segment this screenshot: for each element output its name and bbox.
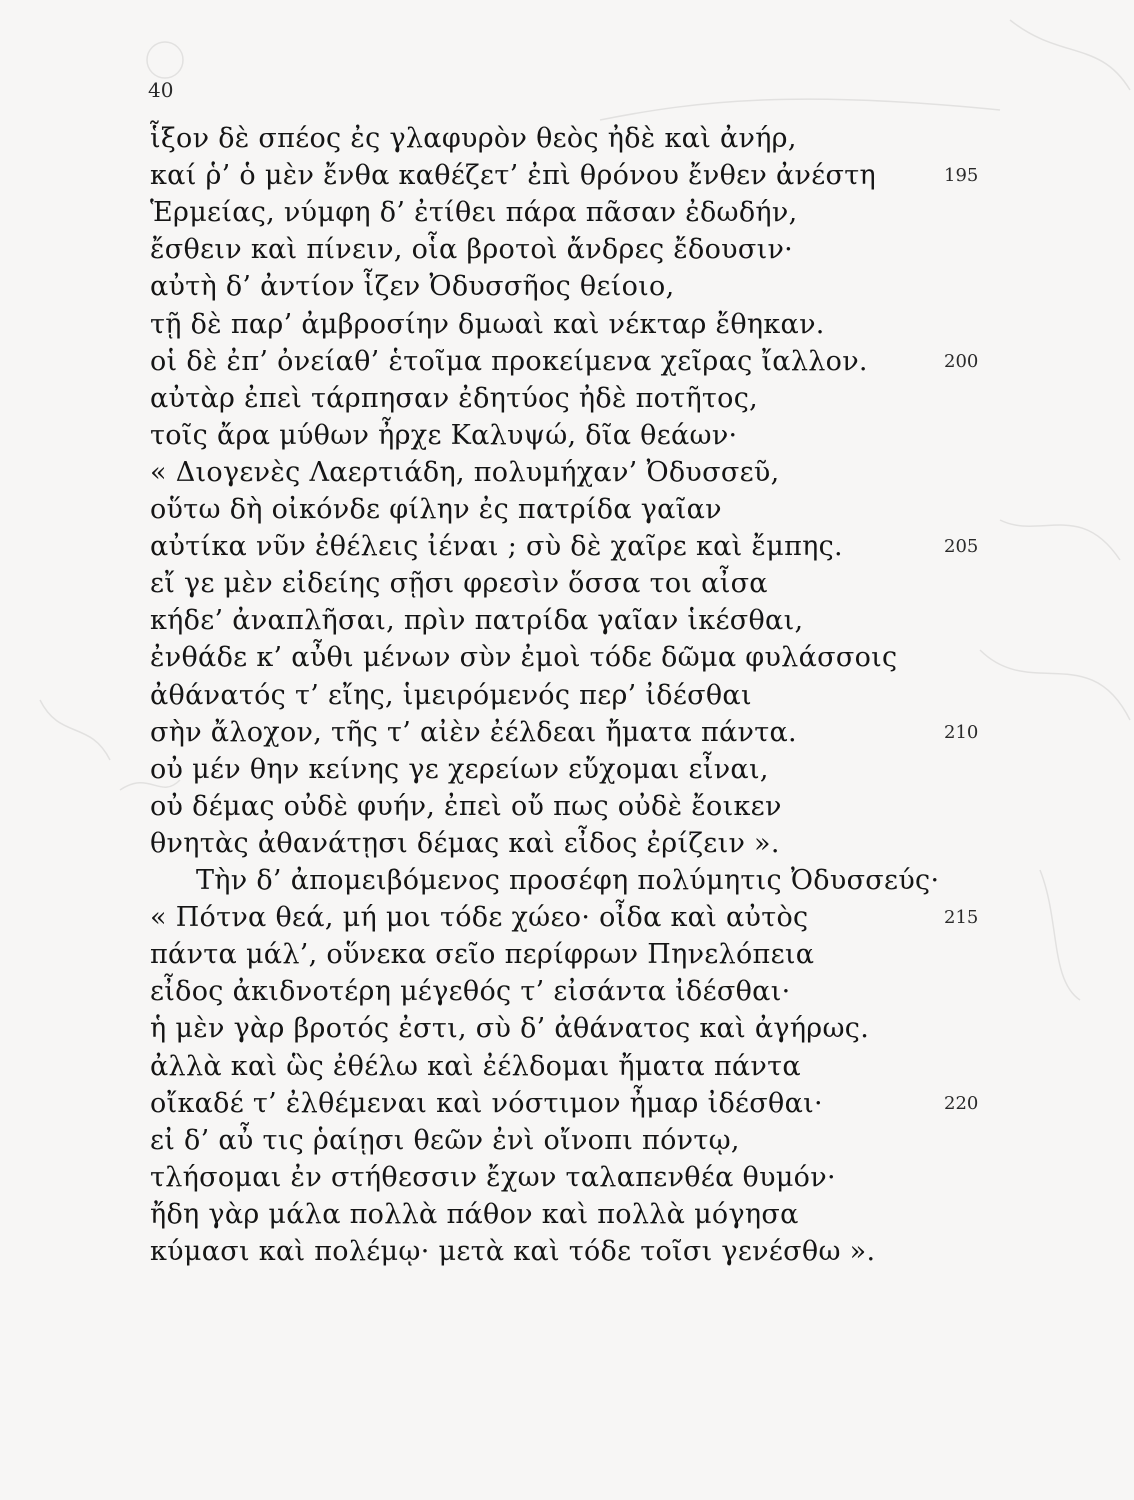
- line-number: 215: [944, 907, 979, 929]
- line-number: 210: [944, 721, 979, 743]
- verse-line: « Διογενὲς Λαερτιάδη, πολυμήχαν’ Ὀδυσσεῦ,: [150, 456, 780, 488]
- line-number: 205: [944, 536, 979, 558]
- verse-line: οἱ δὲ ἐπ’ ὀνείαθ’ ἑτοῖμα προκείμενα χεῖρας ἴαλλον.: [150, 345, 868, 377]
- page-number: 40: [148, 78, 174, 102]
- verse-line: αὐτὴ δ’ ἀντίον ἷζεν Ὀδυσσῆος θείοιο,: [150, 271, 675, 303]
- verse-line: καί ῥ’ ὁ μὲν ἔνθα καθέζετ’ ἐπὶ θρόνου ἔνθεν ἀνέστη: [150, 160, 877, 192]
- verse-line: θνητὰς ἀθανάτῃσι δέμας καὶ εἶδος ἐρίζειν ».: [150, 827, 780, 859]
- verse-line: ἐνθάδε κ’ αὖθι μένων σὺν ἐμοὶ τόδε δῶμα φυλάσσοις: [150, 642, 898, 674]
- line-number: 220: [944, 1092, 979, 1114]
- verse-line: οὐ δέμας οὐδὲ φυήν, ἐπεὶ οὔ πως οὐδὲ ἔοικεν: [150, 790, 782, 822]
- verse-line: εἴ γε μὲν εἰδείης σῇσι φρεσὶν ὅσσα τοι αἶσα: [150, 568, 768, 600]
- verse-line: τλήσομαι ἐν στήθεσσιν ἔχων ταλαπενθέα θυμόν·: [150, 1161, 836, 1193]
- verse-line: ἀλλὰ καὶ ὣς ἐθέλω καὶ ἐέλδομαι ἤματα πάντα: [150, 1050, 801, 1082]
- verse-line: κήδε’ ἀναπλῆσαι, πρὶν πατρίδα γαῖαν ἱκέσθαι,: [150, 605, 804, 637]
- verse-line: τοῖς ἄρα μύθων ἦρχε Καλυψώ, δῖα θεάων·: [150, 419, 738, 451]
- verse-line: σὴν ἄλοχον, τῆς τ’ αἰὲν ἐέλδεαι ἤματα πάντα.: [150, 716, 797, 748]
- verse-line: ἔσθειν καὶ πίνειν, οἷα βροτοὶ ἄνδρες ἔδουσιν·: [150, 234, 794, 266]
- verse-line: οὕτω δὴ οἰκόνδε φίλην ἐς πατρίδα γαῖαν: [150, 494, 722, 525]
- verse-line: ἤδη γὰρ μάλα πολλὰ πάθον καὶ πολλὰ μόγησα: [150, 1198, 799, 1230]
- verse-line: οἴκαδέ τ’ ἐλθέμεναι καὶ νόστιμον ἦμαρ ἰδέσθαι·: [150, 1087, 823, 1119]
- verse-line: τῇ δὲ παρ’ ἀμβροσίην δμωαὶ καὶ νέκταρ ἔθηκαν.: [150, 308, 825, 340]
- line-number: 195: [944, 165, 979, 187]
- verse-line: οὐ μέν θην κείνης γε χερείων εὔχομαι εἶναι,: [150, 753, 769, 785]
- verse-line: ἷξον δὲ σπέος ἐς γλαφυρὸν θεὸς ἠδὲ καὶ ἀνήρ,: [150, 123, 797, 154]
- verse-line: αὐτίκα νῦν ἐθέλεις ἰέναι ; σὺ δὲ χαῖρε καὶ ἔμπης.: [150, 531, 843, 563]
- verse-line: Τὴν δ’ ἀπομειβόμενος προσέφη πολύμητις Ὀδυσσεύς·: [196, 865, 940, 896]
- verse-line: Ἑρμείας, νύμφη δ’ ἐτίθει πάρα πᾶσαν ἐδωδήν,: [150, 197, 798, 229]
- verse-line: αὐτὰρ ἐπεὶ τάρπησαν ἐδητύος ἠδὲ ποτῆτος,: [150, 382, 759, 414]
- verse-line: κύμασι καὶ πολέμῳ· μετὰ καὶ τόδε τοῖσι γενέσθω ».: [150, 1236, 876, 1267]
- verse-line: ἀθάνατός τ’ εἴης, ἱμειρόμενός περ’ ἰδέσθαι: [150, 679, 752, 711]
- verse-line: εἰ δ’ αὖ τις ῥαίῃσι θεῶν ἐνὶ οἴνοπι πόντῳ,: [150, 1124, 740, 1156]
- verse-line: « Πότνα θεά, μή μοι τόδε χώεο· οἶδα καὶ αὐτὸς: [150, 902, 809, 934]
- line-number: 200: [944, 350, 979, 372]
- verse-line: εἶδος ἀκιδνοτέρη μέγεθός τ’ εἰσάντα ἰδέσθαι·: [150, 976, 791, 1008]
- verse-line: ἡ μὲν γὰρ βροτός ἐστι, σὺ δ’ ἀθάνατος καὶ ἀγήρως.: [150, 1013, 870, 1045]
- verse-line: πάντα μάλ’, οὕνεκα σεῖο περίφρων Πηνελόπεια: [150, 939, 815, 971]
